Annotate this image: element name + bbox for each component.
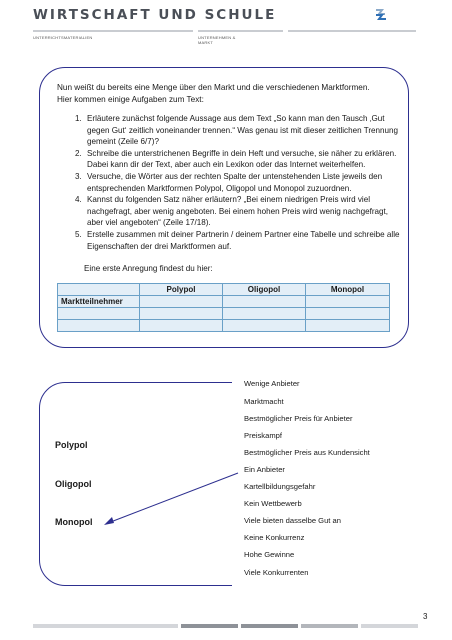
property-item: Ein Anbieter [244, 465, 285, 474]
table-header-cell [58, 284, 140, 296]
hint-text: Eine erste Anregung findest du hier: [84, 264, 213, 273]
table-cell [306, 320, 390, 332]
header-rule-right [288, 30, 416, 32]
term-oligopol: Oligopol [55, 479, 92, 489]
task-item: 2. Schreibe die unterstrichenen Begriffe in dein Heft und versuche, sie näher zu erklären. Dabei kann dir der Text, aber auch ein Lexikon oder das Internet weiterhelfen. [84, 148, 400, 171]
property-item: Bestmöglicher Preis für Anbieter [244, 414, 353, 423]
page-number: 3 [423, 612, 428, 621]
table-row [58, 320, 390, 332]
table-cell [58, 308, 140, 320]
table-cell [223, 296, 306, 308]
table-row [58, 296, 390, 308]
table-header-cell: Polypol [140, 284, 223, 296]
table-header-row [58, 284, 390, 296]
property-item: Keine Konkurrenz [244, 533, 305, 542]
footer-bar-segment [33, 624, 178, 628]
footer-bar-segment [241, 624, 298, 628]
table-row [58, 308, 390, 320]
property-item: Kartellbildungsgefahr [244, 482, 316, 491]
table-cell [140, 320, 223, 332]
property-item: Viele Konkurrenten [244, 568, 309, 577]
market-form-table [57, 283, 390, 332]
table-cell [223, 320, 306, 332]
property-item: Marktmacht [244, 397, 284, 406]
table-header-cell: Monopol [306, 284, 390, 296]
table-cell [140, 308, 223, 320]
task-item: 3. Versuche, die Wörter aus der rechten Spalte der untenstehenden Liste jeweils den entsprechenden Marktformen Polypol, Oligopol und Monopol zuzuordnen. [84, 171, 400, 194]
header-sub-right-line: MARKT [198, 40, 213, 45]
property-item: Viele bieten dasselbe Gut an [244, 516, 341, 525]
task-item: 5. Erstelle zusammen mit deiner Partnerin / deinem Partner eine Tabelle und schreibe alle Eigenschaften der drei Marktformen auf. [84, 229, 400, 252]
table-cell [58, 320, 140, 332]
property-item: Preiskampf [244, 431, 282, 440]
property-item: Hohe Gewinne [244, 550, 295, 559]
arrow-icon [100, 470, 242, 528]
intro-text: Nun weißt du bereits eine Menge über den Markt und die verschiedenen Marktformen. Hier kommen einige Aufgaben zum Text: [57, 83, 370, 104]
table-cell [140, 296, 223, 308]
brand-logo-icon [374, 7, 388, 21]
footer-bar-segment [181, 624, 238, 628]
table-cell [223, 308, 306, 320]
header-sub-right-line: UNTERNEHMEN & [198, 35, 236, 40]
header-sub-left: UNTERRICHTSMATERIALIEN [33, 35, 93, 40]
table-cell [306, 296, 390, 308]
table-row-label: Marktteilnehmer [58, 296, 140, 308]
property-item: Bestmöglicher Preis aus Kundensicht [244, 448, 370, 457]
table-cell [306, 308, 390, 320]
header-rule-mid [198, 30, 283, 32]
brand-title: WIRTSCHAFT UND SCHULE [33, 7, 277, 23]
task-list [71, 113, 400, 252]
property-item: Kein Wettbewerb [244, 499, 302, 508]
task-item: 4. Kannst du folgenden Satz näher erläutern? „Bei einem niedrigen Preis wird viel nachgefragt, aber wenig angeboten. Bei einem hohen Preis wird wenig nachgefragt, aber viel angeboten“ (Zeile 17/18). [84, 194, 400, 229]
header-sub-right [198, 35, 236, 45]
table-header-cell: Oligopol [223, 284, 306, 296]
footer-bar-segment [361, 624, 418, 628]
property-item: Wenige Anbieter [244, 379, 300, 388]
header-rule-left [33, 30, 193, 32]
task-item: 1. Erläutere zunächst folgende Aussage aus dem Text „So kann man den Tausch ‚Gut gegen Gut‘ zeitlich voneinander trennen.“ Was genau ist mit dieser zeitlichen Trennung gemeint (Zeile 6/7)? [84, 113, 400, 148]
term-polypol: Polypol [55, 440, 88, 450]
footer-bar-segment [301, 624, 358, 628]
term-monopol: Monopol [55, 517, 93, 527]
